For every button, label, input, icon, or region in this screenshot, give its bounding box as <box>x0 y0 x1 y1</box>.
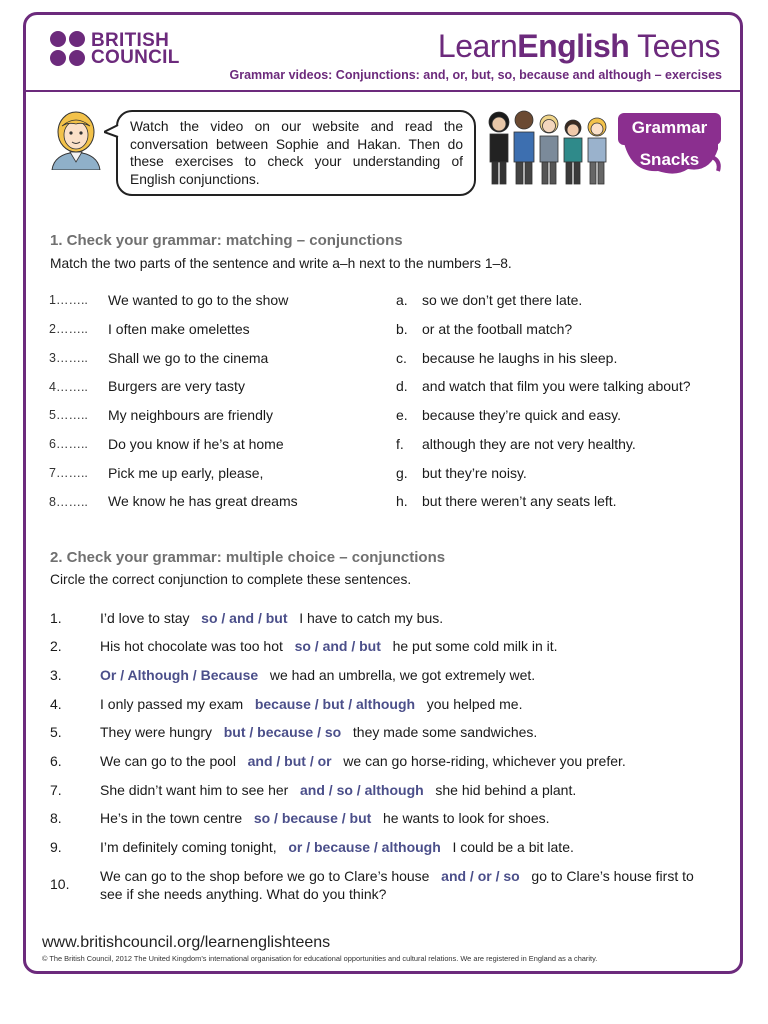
conjunction-options[interactable]: and / or / so <box>441 868 520 884</box>
answer-blank[interactable]: 7…….. <box>49 466 88 480</box>
intro-text: Watch the video on our website and read the conversation between Sophie and Hakan. Then do these exercises to check your understanding of English conjunctions. <box>130 119 463 187</box>
ending-letter: g. <box>396 465 408 481</box>
brand-learn: Learn <box>437 28 518 64</box>
sentence-start: Burgers are very tasty <box>108 378 245 394</box>
question-number: 1. <box>50 610 62 626</box>
section2-instruction: Circle the correct conjunction to complete these sentences. <box>50 572 412 587</box>
speech-bubble-tail-icon <box>104 124 120 138</box>
conjunction-options[interactable]: and / but / or <box>247 753 332 769</box>
question-before: His hot chocolate was too hot <box>100 638 283 654</box>
question-after: go to Clare’s house first to <box>531 868 694 884</box>
sentence-ending: but there weren’t any seats left. <box>422 493 617 509</box>
sentence-start: We know he has great dreams <box>108 493 298 509</box>
conjunction-options[interactable]: or / because / although <box>288 839 441 855</box>
question-after: he put some cold milk in it. <box>392 638 558 654</box>
question-number: 7. <box>50 782 62 798</box>
question-after: we can go horse-riding, whichever you prefer. <box>343 753 626 769</box>
sentence-ending: because he laughs in his sleep. <box>422 350 618 366</box>
question-number: 2. <box>50 638 62 654</box>
header-divider <box>23 90 743 92</box>
question-number: 9. <box>50 839 62 855</box>
section1-title: 1. Check your grammar: matching – conjunctions <box>50 232 403 249</box>
question-number: 10. <box>50 876 70 892</box>
section2-title: 2. Check your grammar: multiple choice – conjunctions <box>50 549 446 566</box>
question-after: I could be a bit late. <box>452 839 574 855</box>
conjunction-options[interactable]: Or / Although / Because <box>100 667 259 683</box>
footer-url[interactable]: www.britishcouncil.org/learnenglishteens <box>42 934 331 951</box>
question-number: 3. <box>50 667 62 683</box>
ending-letter: f. <box>396 436 404 452</box>
brand-teens: Teens <box>629 28 720 64</box>
sentence-start: We wanted to go to the show <box>108 292 289 308</box>
footer-copyright: © The British Council, 2012 The United Kingdom’s international organisation for educational opportunities and cultural relations. We are registered in England as a charity. <box>42 954 598 963</box>
sentence-ending: or at the football match? <box>422 321 573 337</box>
sophie-illustration-icon <box>48 108 104 170</box>
question-after: they made some sandwiches. <box>352 724 538 740</box>
logo-line1: BRITISH <box>91 29 170 51</box>
brand-english: English <box>517 28 630 64</box>
sentence-start: I often make omelettes <box>108 321 250 337</box>
ending-letter: h. <box>396 493 408 509</box>
conjunction-options[interactable]: so / and / but <box>201 610 288 626</box>
learnenglish-teens-brand <box>438 28 720 65</box>
ending-letter: c. <box>396 350 407 366</box>
sentence-ending: although they are not very healthy. <box>422 436 636 452</box>
question-after: she hid behind a plant. <box>435 782 577 798</box>
logo-dots-icon <box>50 31 85 66</box>
answer-blank[interactable]: 5…….. <box>49 408 88 422</box>
question-before: I only passed my exam <box>100 696 244 712</box>
answer-blank[interactable]: 8…….. <box>49 495 88 509</box>
question-after: I have to catch my bus. <box>299 610 444 626</box>
sentence-start: Do you know if he’s at home <box>108 436 284 452</box>
british-council-logo <box>50 31 180 66</box>
question-after: you helped me. <box>426 696 523 712</box>
question-number: 5. <box>50 724 62 740</box>
conjunction-options[interactable]: because / but / although <box>254 696 416 712</box>
sentence-ending: because they’re quick and easy. <box>422 407 621 423</box>
ending-letter: d. <box>396 378 408 394</box>
answer-blank[interactable]: 2…….. <box>49 322 88 336</box>
question-before: We can go to the shop before we go to Clare’s house <box>100 868 430 884</box>
answer-blank[interactable]: 6…….. <box>49 437 88 451</box>
ending-letter: b. <box>396 321 408 337</box>
badge-line1: Grammar <box>631 118 708 137</box>
page-subtitle: Grammar videos: Conjunctions: and, or, but, so, because and although – exercises <box>229 68 722 82</box>
answer-blank[interactable]: 4…….. <box>49 380 88 394</box>
conjunction-options[interactable]: but / because / so <box>223 724 342 740</box>
ending-letter: a. <box>396 292 408 308</box>
answer-blank[interactable]: 3…….. <box>49 351 88 365</box>
section1-instruction: Match the two parts of the sentence and write a–h next to the numbers 1–8. <box>50 256 512 271</box>
sentence-ending: and watch that film you were talking about? <box>422 378 691 394</box>
question-before: I’m definitely coming tonight, <box>100 839 277 855</box>
question-before: I’d love to stay <box>100 610 190 626</box>
sentence-start: Shall we go to the cinema <box>108 350 269 366</box>
question-number: 8. <box>50 810 62 826</box>
question-continuation: see if she needs anything. What do you think? <box>100 886 387 902</box>
conjunction-options[interactable]: and / so / although <box>300 782 424 798</box>
badge-line2: Snacks <box>639 150 700 169</box>
conjunction-options[interactable]: so / because / but <box>253 810 372 826</box>
sentence-ending: so we don’t get there late. <box>422 292 583 308</box>
question-before: She didn’t want him to see her <box>100 782 289 798</box>
sentence-start: Pick me up early, please, <box>108 465 264 481</box>
sentence-ending: but they’re noisy. <box>422 465 527 481</box>
question-number: 4. <box>50 696 62 712</box>
question-number: 6. <box>50 753 62 769</box>
question-before: We can go to the pool <box>100 753 236 769</box>
sentence-start: My neighbours are friendly <box>108 407 273 423</box>
question-before: He’s in the town centre <box>100 810 243 826</box>
answer-blank[interactable]: 1…….. <box>49 293 88 307</box>
conjunction-options[interactable]: so / and / but <box>294 638 381 654</box>
question-before: They were hungry <box>100 724 213 740</box>
ending-letter: e. <box>396 407 408 423</box>
question-after: he wants to look for shoes. <box>382 810 550 826</box>
teens-group-illustration-icon <box>484 100 616 188</box>
logo-line2: COUNCIL <box>91 46 180 68</box>
question-after: we had an umbrella, we got extremely wet. <box>269 667 536 683</box>
